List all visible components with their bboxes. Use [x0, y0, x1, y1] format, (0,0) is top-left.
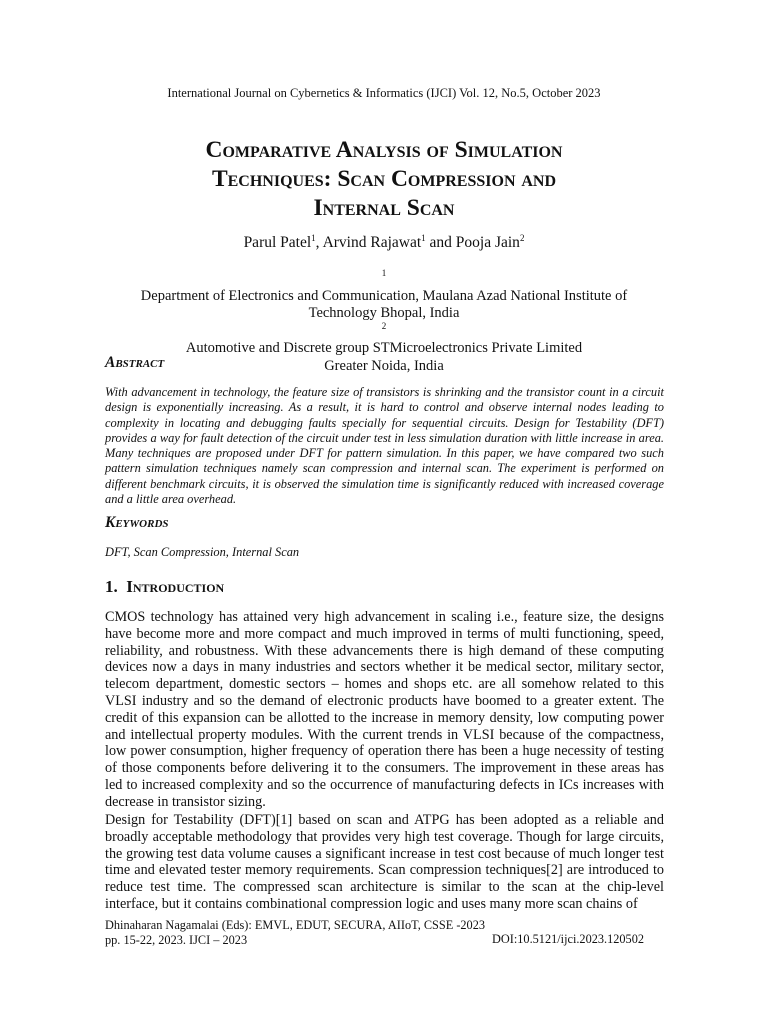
footer-editors: Dhinaharan Nagamalai (Eds): EMVL, EDUT, SECURA, AIIoT, CSSE -2023: [105, 918, 486, 932]
affiliation-1-line-1: $^1$ Department of Electronics and Communication, Maulana Azad National Institute of: [140, 268, 628, 304]
footer-doi: DOI:10.5121/ijci.2023.120502: [492, 932, 644, 946]
intro-paragraph-1: CMOS technology has attained very high advancement in scaling i.e., feature size, the designs have become more and more compact and much improved in terms of multi functioning, speed, reliability, and robustness. With these advancements there is high demand of these computing devices now a days in many industries and sectors whether it be medical sector, military sector, telecom department, domestic sectors – homes and shops etc. are all somehow related to this VLSI industry and so the demand of electronic products have boomed to a greater extent. The credit of this expansion can be allotted to the increase in memory density, low computing power and intellectual property modules. With the current trends in VLSI because of the compactness, low power consumption, higher frequency of operation there has been a huge necessity of testing of those components before delivering it to the consumers. The improvement in these areas has led to increased complexity and so the occurrence of manufacturing defects in ICs increases with decrease in transistor sizing.: [105, 609, 664, 810]
author-name: Pooja Jain: [455, 234, 520, 251]
section-number: 1.: [105, 577, 118, 596]
affiliation-number: 2: [381, 320, 387, 331]
title-line-3: Internal Scan: [313, 195, 455, 221]
affiliation-2-line-2: Greater Noida, India: [324, 357, 444, 374]
running-head: International Journal on Cybernetics & Informatics (IJCI) Vol. 12, No.5, October 2023: [167, 86, 601, 100]
affiliations: [100, 270, 668, 375]
keywords-heading: Keywords: [105, 514, 169, 531]
author-affiliation-mark: 1: [421, 232, 426, 243]
introduction-heading: [105, 577, 224, 597]
abstract-text: With advancement in technology, the feature size of transistors is shrinking and the transistor count in a circuit design is exponentially increasing. As a result, it is hard to control and observe internal nodes leading to complexity in locating and debugging faults specially for sequential circuits. Design for Testability (DFT) provides a way for fault detection of the circuit under test in less simulation duration with little increase in area. Many techniques are proposed under DFT for pattern simulation. In this paper, we have compared two such pattern simulation techniques namely scan compression and internal scan. The experiment is performed on different benchmark circuits, it is observed the simulation time is significantly reduced with increased coverage and a little area overhead.: [105, 385, 664, 507]
keywords-text: DFT, Scan Compression, Internal Scan: [105, 545, 300, 559]
title-line-1: Comparative Analysis of Simulation: [205, 137, 563, 163]
footer-pages: pp. 15-22, 2023. IJCI – 2023: [105, 932, 248, 947]
author-separator: and: [425, 234, 456, 251]
footer-citation: [105, 918, 485, 947]
author-separator: ,: [315, 234, 323, 251]
author-name: Parul Patel: [243, 234, 312, 251]
intro-paragraph-2: Design for Testability (DFT)[1] based on scan and ATPG has been adopted as a reliable and broadly acceptable methodology that provides very high test coverage. Though for large circuits, the growing test data volume causes a significant increase in test cost because of much longer test time and elevated tester memory requirements. Scan compression techniques[2] are introduced to reduce test time. The compressed scan architecture is similar to the scan at the chip-level interface, but it contains combinational compression logic and uses many more scan chains of: [105, 812, 664, 912]
paper-title: [100, 136, 668, 223]
author-list: [0, 234, 768, 252]
affiliation-1-line-2: Technology Bhopal, India: [308, 305, 460, 321]
section-title: Introduction: [126, 577, 225, 596]
author-name: Arvind Rajawat: [322, 234, 422, 251]
title-line-2: Techniques: Scan Compression and: [211, 166, 557, 192]
abstract-heading: Abstract: [105, 354, 165, 371]
author-affiliation-mark: 1: [311, 232, 316, 243]
affiliation-number: 1: [381, 268, 387, 279]
affiliation-2-line-1: $^2$ Automotive and Discrete group STMicroelectronics Private Limited: [185, 320, 583, 356]
author-affiliation-mark: 2: [519, 232, 525, 243]
